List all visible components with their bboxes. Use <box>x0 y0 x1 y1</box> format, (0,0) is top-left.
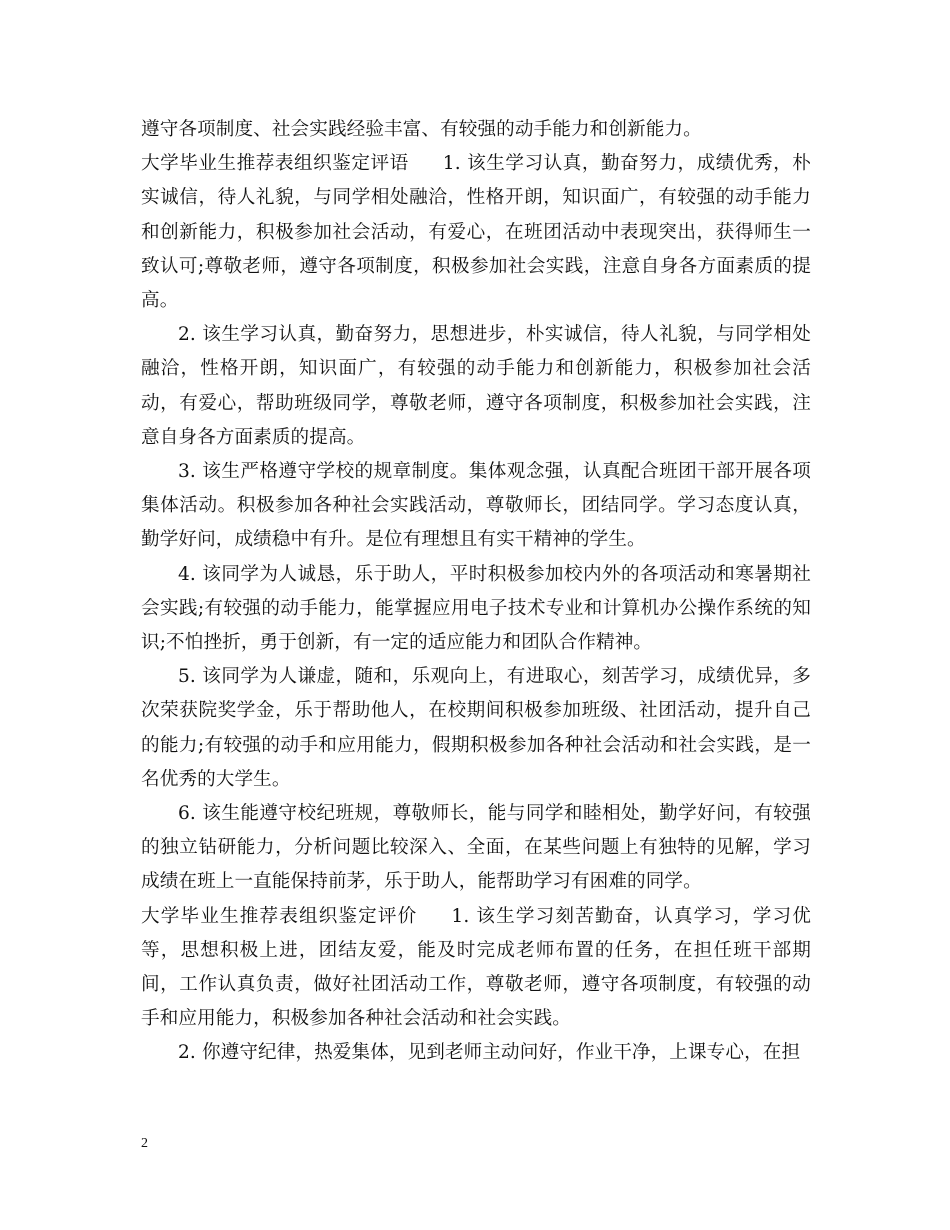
paragraph-text: 4. 该同学为人诚恳，乐于助人，平时积极参加校内外的各项活动和寒暑期社会实践;有较强的动手能力，能掌握应用电子技术专业和计算机办公操作系统的知识;不怕挫折，勇于创新，有一定的适应能力和团队合作精神。 <box>141 563 811 654</box>
paragraph <box>141 900 811 1037</box>
paragraph <box>141 455 811 558</box>
paragraph <box>141 113 811 147</box>
section-heading: 大学毕业生推荐表组织鉴定评语 <box>141 153 409 175</box>
document-body <box>141 113 811 1071</box>
paragraph-text: 6. 该生能遵守校纪班规，尊敬师长，能与同学和睦相处，勤学好问，有较强的独立钻研能力，分析问题比较深入、全面，在某些问题上有独特的见解，学习成绩在班上一直能保持前茅，乐于助人，能帮助学习有困难的同学。 <box>141 803 811 893</box>
paragraph-text: 2. 你遵守纪律，热爱集体，见到老师主动问好，作业干净，上课专心，在担 <box>178 1042 801 1064</box>
paragraph <box>141 797 811 900</box>
paragraph <box>141 147 811 318</box>
paragraph-text: 3. 该生严格遵守学校的规章制度。集体观念强，认真配合班团干部开展各项集体活动。积极参加各种社会实践活动，尊敬师长，团结同学。学习态度认真，勤学好问，成绩稳中有升。是位有理想且有实干精神的学生。 <box>141 461 811 551</box>
paragraph <box>141 318 811 455</box>
paragraph <box>141 558 811 661</box>
paragraph-text: 2. 该生学习认真，勤奋努力，思想进步，朴实诚信，待人礼貌，与同学相处融洽，性格开朗，知识面广，有较强的动手能力和创新能力，积极参加社会活动，有爱心，帮助班级同学，尊敬老师，遵守各项制度，积极参加社会实践，注意自身各方面素质的提高。 <box>141 324 811 448</box>
paragraph-text: 1. 该生学习认真，勤奋努力，成绩优秀，朴实诚信，待人礼貌，与同学相处融洽，性格开朗，知识面广，有较强的动手能力和创新能力，积极参加社会活动，有爱心，在班团活动中表现突出，获得师生一致认可;尊敬老师，遵守各项制度，积极参加社会实践，注意自身各方面素质的提高。 <box>141 153 811 312</box>
page-number: 2 <box>141 1136 148 1151</box>
paragraph-text: 5. 该同学为人谦虚，随和，乐观向上，有进取心，刻苦学习，成绩优异，多次荣获院奖学金，乐于帮助他人，在校期间积极参加班级、社团活动，提升自己的能力;有较强的动手和应用能力，假期积极参加各种社会活动和社会实践，是一名优秀的大学生。 <box>141 666 811 790</box>
paragraph-text: 遵守各项制度、社会实践经验丰富、有较强的动手能力和创新能力。 <box>141 119 702 140</box>
paragraph <box>141 660 811 797</box>
section-heading: 大学毕业生推荐表组织鉴定评价 <box>141 905 418 927</box>
paragraph <box>141 1036 811 1070</box>
paragraph-text: 1. 该生学习刻苦勤奋，认真学习，学习优等，思想积极上进，团结友爱，能及时完成老师布置的任务，在担任班干部期间，工作认真负责，做好社团活动工作，尊敬老师，遵守各项制度，有较强的动手和应用能力，积极参加各种社会活动和社会实践。 <box>141 905 811 1030</box>
